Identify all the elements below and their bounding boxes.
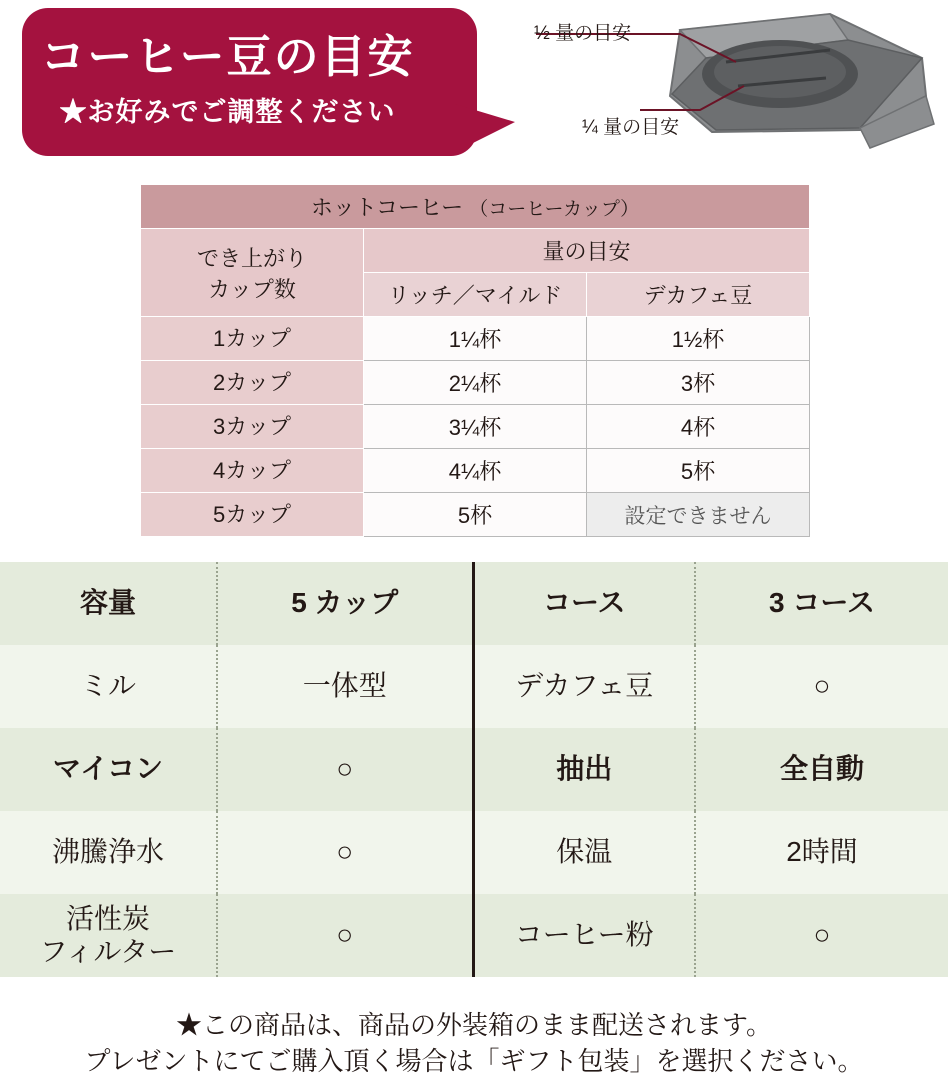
spec-value-1: ○ bbox=[217, 728, 473, 811]
row-label: 3カップ bbox=[141, 405, 364, 449]
footer-notes bbox=[0, 1008, 948, 1080]
row-decaf-value: 1½杯 bbox=[587, 317, 810, 361]
banner-title: コーヒー豆の目安 bbox=[40, 31, 415, 82]
row-decaf-value: 5杯 bbox=[587, 449, 810, 493]
row-label: 1カップ bbox=[141, 317, 364, 361]
spec-label-1-line1: 活性炭 bbox=[65, 903, 150, 935]
header-main-paren: （コーヒーカップ） bbox=[469, 199, 640, 220]
spec-label-2: 抽出 bbox=[473, 728, 695, 811]
spec-label-1: ミル bbox=[0, 645, 217, 728]
row-label: 5カップ bbox=[141, 493, 364, 537]
row-decaf-value: 4杯 bbox=[587, 405, 810, 449]
table-row bbox=[141, 449, 810, 493]
table-header-main-row bbox=[141, 185, 810, 229]
header-main-text: ホットコーヒー bbox=[310, 195, 464, 220]
row-label: 4カップ bbox=[141, 449, 364, 493]
spec-label-1: 容量 bbox=[0, 562, 217, 645]
spec-value-2: 2時間 bbox=[695, 811, 948, 894]
table-row bbox=[141, 493, 810, 537]
spec-row bbox=[0, 645, 948, 728]
spec-label-1: 沸騰浄水 bbox=[0, 811, 217, 894]
col2-header: リッチ／マイルド bbox=[364, 273, 587, 317]
spec-label-2: コース bbox=[473, 562, 695, 645]
group-header: 量の目安 bbox=[364, 229, 810, 273]
row-decaf-value: 設定できません bbox=[587, 493, 810, 537]
spec-label-1: マイコン bbox=[0, 728, 217, 811]
col1-header-line2: カップ数 bbox=[208, 276, 296, 302]
spec-row bbox=[0, 562, 948, 645]
spec-table bbox=[0, 562, 948, 977]
spec-value-2: 全自動 bbox=[695, 728, 948, 811]
top-banner bbox=[0, 0, 948, 170]
hot-coffee-table bbox=[140, 184, 810, 537]
spec-label-2: デカフェ豆 bbox=[473, 645, 695, 728]
spec-grid-wrapper bbox=[0, 562, 948, 977]
coffee-scoop-illustration bbox=[530, 0, 940, 160]
spec-label-2: 保温 bbox=[473, 811, 695, 894]
spec-value-1: ○ bbox=[217, 894, 473, 977]
banner-subtitle: ★お好みでご調整ください bbox=[59, 97, 396, 127]
callout-quarter-label: ¼ 量の目安 bbox=[582, 117, 680, 138]
col3-header: デカフェ豆 bbox=[587, 273, 810, 317]
table-row bbox=[141, 317, 810, 361]
spec-label-1 bbox=[0, 894, 217, 977]
spec-label-1-line2: フィルター bbox=[39, 935, 177, 967]
table-row bbox=[141, 361, 810, 405]
spec-value-1: 一体型 bbox=[217, 645, 473, 728]
spec-value-1: 5 カップ bbox=[217, 562, 473, 645]
row-label: 2カップ bbox=[141, 361, 364, 405]
table-row bbox=[141, 405, 810, 449]
col1-header bbox=[141, 229, 364, 317]
hot-coffee-table-wrapper bbox=[140, 184, 810, 537]
footer-line-2: プレゼントにてご購入頂く場合は「ギフト包装」を選択ください。 bbox=[84, 1045, 864, 1076]
spec-value-1: ○ bbox=[217, 811, 473, 894]
spec-value-2: ○ bbox=[695, 645, 948, 728]
spec-row bbox=[0, 811, 948, 894]
table-header-main bbox=[141, 185, 810, 229]
spec-label-2: コーヒー粉 bbox=[473, 894, 695, 977]
spec-value-2: 3 コース bbox=[695, 562, 948, 645]
row-rich-value: 4¼杯 bbox=[364, 449, 587, 493]
row-rich-value: 5杯 bbox=[364, 493, 587, 537]
table-header-group-row bbox=[141, 229, 810, 273]
row-decaf-value: 3杯 bbox=[587, 361, 810, 405]
row-rich-value: 2¼杯 bbox=[364, 361, 587, 405]
row-rich-value: 3¼杯 bbox=[364, 405, 587, 449]
spec-row bbox=[0, 894, 948, 977]
spec-value-2: ○ bbox=[695, 894, 948, 977]
callout-half-label: ½ 量の目安 bbox=[534, 23, 632, 44]
col1-header-line1: でき上がり bbox=[196, 245, 307, 271]
spec-row bbox=[0, 728, 948, 811]
footer-line-1: ★この商品は、商品の外装箱のまま配送されます。 bbox=[176, 1010, 772, 1040]
row-rich-value: 1¼杯 bbox=[364, 317, 587, 361]
speech-bubble-tail bbox=[455, 104, 515, 152]
